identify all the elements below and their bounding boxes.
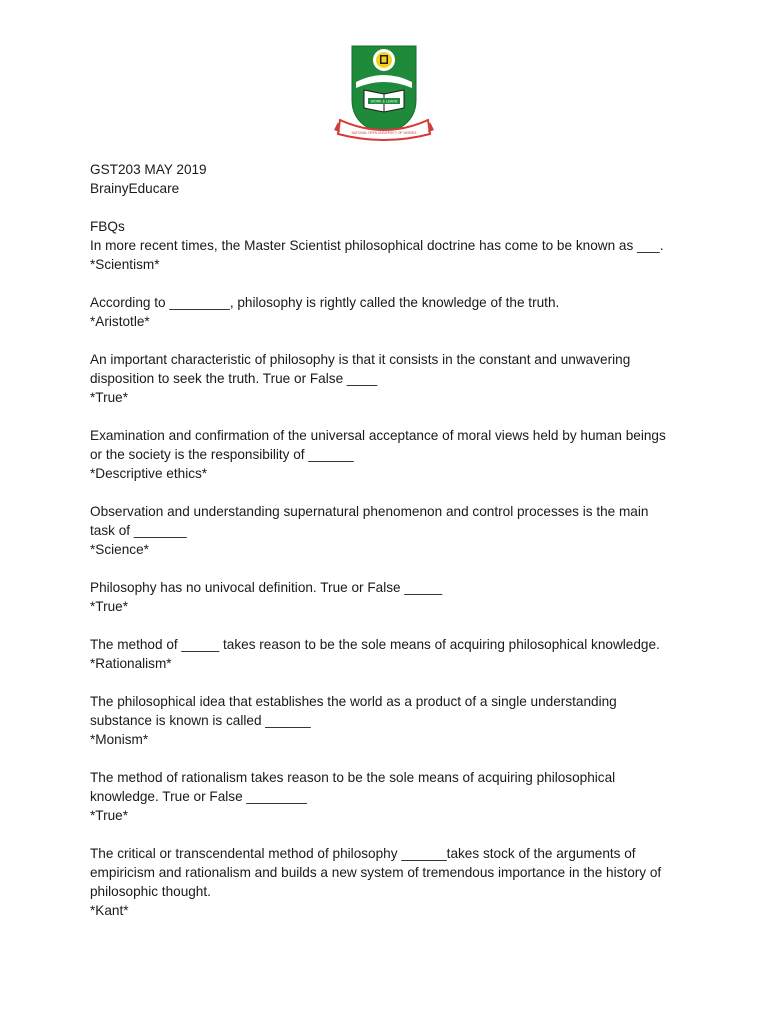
answer-text: *True*: [90, 599, 129, 614]
question-text: The philosophical idea that establishes the world as a product of a single understanding: [90, 694, 617, 709]
question-block: [90, 426, 690, 483]
question-text: Examination and confirmation of the universal acceptance of moral views held by human beings: [90, 428, 666, 443]
question-block: [90, 635, 690, 673]
section-heading: FBQs: [90, 219, 125, 234]
question-block: [90, 502, 690, 559]
question-text: Philosophy has no univocal definition. True or False _____: [90, 580, 443, 595]
question-text: Observation and understanding supernatural phenomenon and control processes is the main: [90, 504, 649, 519]
question-text: The method of _____ takes reason to be the sole means of acquiring philosophical knowledge.: [90, 637, 660, 652]
question-block: [90, 844, 690, 920]
question-text: disposition to seek the truth. True or False ____: [90, 371, 378, 386]
question-text: philosophic thought.: [90, 884, 211, 899]
question-text: knowledge. True or False ________: [90, 789, 307, 804]
answer-text: *Monism*: [90, 732, 149, 747]
question-text: or the society is the responsibility of ______: [90, 447, 354, 462]
publisher-name: BrainyEducare: [90, 181, 180, 196]
question-block: [90, 578, 690, 616]
question-text: substance is known is called ______: [90, 713, 311, 728]
answer-text: *True*: [90, 808, 129, 823]
question-text: The method of rationalism takes reason to be the sole means of acquiring philosophical: [90, 770, 616, 785]
answer-text: *Kant*: [90, 903, 129, 918]
question-block: [90, 768, 690, 825]
logo-motto: WORK & LEARN: [370, 99, 398, 104]
question-block: [90, 350, 690, 407]
question-text: empiricism and rationalism and builds a new system of tremendous importance in the history of: [90, 865, 662, 880]
question-block: [90, 293, 690, 331]
question-block: [90, 692, 690, 749]
answer-text: *True*: [90, 390, 129, 405]
question-block: [90, 236, 690, 274]
question-text: An important characteristic of philosophy is that it consists in the constant and unwavering: [90, 352, 631, 367]
answer-text: *Science*: [90, 542, 149, 557]
university-crest-logo: [334, 42, 434, 144]
ribbon-text: NATIONAL OPEN UNIVERSITY OF NIGERIA: [351, 131, 417, 135]
answer-text: *Aristotle*: [90, 314, 150, 329]
answer-text: *Descriptive ethics*: [90, 466, 208, 481]
answer-text: *Scientism*: [90, 257, 160, 272]
question-text: In more recent times, the Master Scientist philosophical doctrine has come to be known as ___.: [90, 238, 664, 253]
question-text: According to ________, philosophy is rightly called the knowledge of the truth.: [90, 295, 560, 310]
question-text: task of _______: [90, 523, 187, 538]
question-text: The critical or transcendental method of philosophy ______takes stock of the arguments of: [90, 846, 636, 861]
document-body: [90, 160, 690, 939]
answer-text: *Rationalism*: [90, 656, 172, 671]
course-title: GST203 MAY 2019: [90, 162, 207, 177]
